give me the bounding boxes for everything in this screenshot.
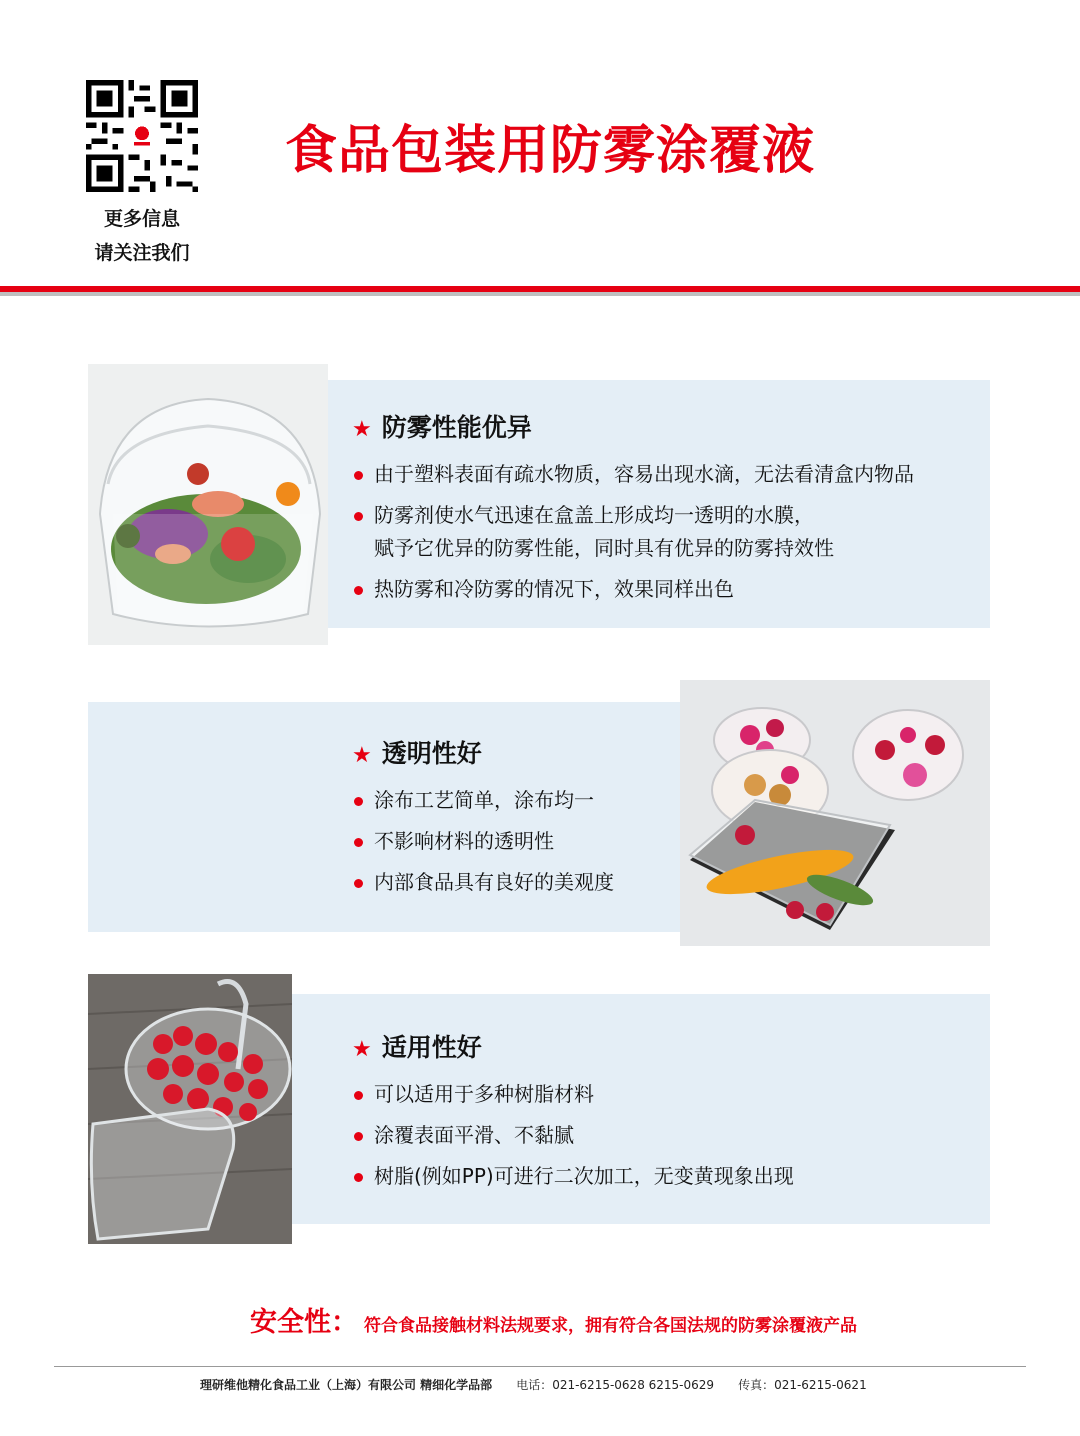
list-item: 防雾剂使水气迅速在盒盖上形成均一透明的水膜， 赋予它优异的防雾性能，同时具有优异的防雾持效性	[354, 499, 914, 565]
safety-text: 符合食品接触材料法规要求，拥有符合各国法规的防雾涂覆液产品	[364, 1316, 857, 1336]
footer-fax: 传真：021-6215-0621	[738, 1378, 867, 1392]
section-3-title	[352, 1028, 482, 1064]
bullet-dot-icon	[354, 879, 363, 888]
bullet-dot-icon	[354, 1091, 363, 1100]
list-item: 涂布工艺简单，涂布均一	[354, 784, 614, 817]
footer	[200, 1376, 867, 1393]
bullet-dot-icon	[354, 586, 363, 595]
list-item: 树脂(例如PP)可进行二次加工，无变黄现象出现	[354, 1160, 794, 1193]
header-divider-gray	[0, 292, 1080, 296]
list-item: 涂覆表面平滑、不黏腻	[354, 1119, 794, 1152]
qr-caption	[60, 202, 224, 270]
bullet-dot-icon	[354, 471, 363, 480]
fruit-containers-photo	[680, 680, 990, 946]
list-item: 由于塑料表面有疏水物质，容易出现水滴，无法看清盒内物品	[354, 458, 914, 491]
section-3-title-text: 适用性好	[381, 1033, 482, 1062]
section-1-bullets	[354, 458, 914, 614]
safety-statement	[250, 1300, 857, 1339]
bullet-dot-icon	[354, 1173, 363, 1182]
section-1-title	[352, 408, 532, 444]
section-2-bullets	[354, 784, 614, 907]
bullet-dot-icon	[354, 838, 363, 847]
list-item: 不影响材料的透明性	[354, 825, 614, 858]
page-title: 食品包装用防雾涂覆液	[284, 121, 815, 181]
list-item: 内部食品具有良好的美观度	[354, 866, 614, 899]
footer-divider	[54, 1366, 1026, 1367]
list-item: 热防雾和冷防雾的情况下，效果同样出色	[354, 573, 914, 606]
star-icon: ★	[352, 417, 372, 442]
footer-company: 理研维他精化食品工业（上海）有限公司 精细化学品部	[200, 1378, 493, 1392]
salad-box-photo	[88, 364, 328, 645]
bullet-dot-icon	[354, 797, 363, 806]
section-2-title-text: 透明性好	[381, 739, 482, 768]
section-3-bullets	[354, 1078, 794, 1201]
bullet-dot-icon	[354, 512, 363, 521]
footer-phone: 电话：021-6215-0628 6215-0629	[516, 1378, 715, 1392]
section-1-title-text: 防雾性能优异	[381, 413, 532, 442]
bullet-dot-icon	[354, 1132, 363, 1141]
star-icon: ★	[352, 1037, 372, 1062]
qr-code	[86, 80, 198, 192]
qr-caption-line2: 请关注我们	[94, 242, 190, 264]
list-item: 可以适用于多种树脂材料	[354, 1078, 794, 1111]
safety-label: 安全性：	[250, 1307, 358, 1338]
section-2-title	[352, 734, 482, 770]
star-icon: ★	[352, 743, 372, 768]
strawberry-box-photo	[88, 974, 292, 1244]
qr-caption-line1: 更多信息	[103, 208, 180, 230]
